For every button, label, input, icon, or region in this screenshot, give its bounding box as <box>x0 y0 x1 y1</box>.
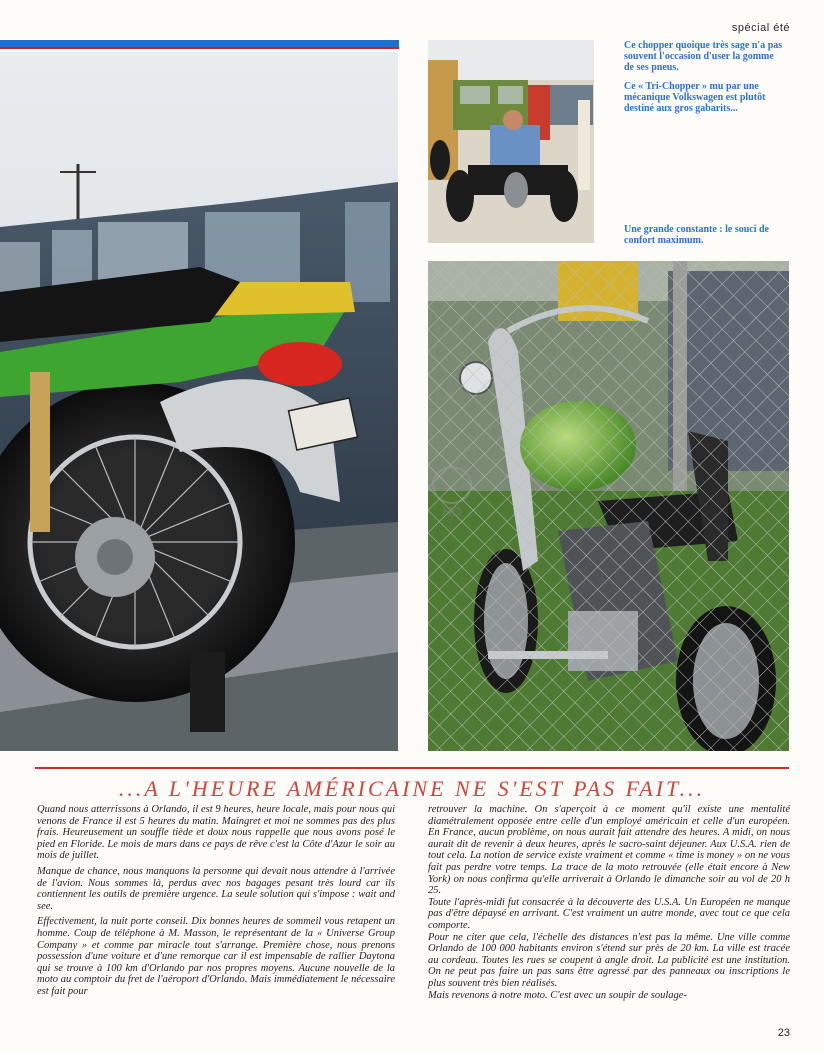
headline: ...A L'HEURE AMÉRICAINE NE S'EST PAS FAIT... <box>118 776 706 801</box>
paragraph: Mais revenons à notre moto. C'est avec un soupir de soulage- <box>428 989 687 1001</box>
paragraph: Toute l'après-midi fut consacrée à la découverte des U.S.A. Un Européen ne manque pas d'être dépaysé en arrivant. C'est vraiment un autre monde, avec tout ce que cela comporte. <box>428 896 790 931</box>
photo-motorcycle-trailer <box>0 52 398 751</box>
top-color-bar <box>0 40 399 49</box>
watermark-logo-icon <box>432 466 472 504</box>
photo-tri-chopper <box>428 40 594 243</box>
page-number: 23 <box>777 1027 790 1039</box>
paragraph: retrouver la machine. On s'aperçoit à ce moment qu'il existe une mentalité diamétralement opposée entre celle d'un employé américain et celle d'un européen. En France, aucun problème, on nous aurait fait attendre des heures. A midi, on nous aurait dit de revenir à deux heures, après le sacro-saint déjeuner. Aux U.S.A. rien de tout cela. La notion de service existe vraiment et comme « time is money » on ne vous fait pas perdre votre temps. La trace de la moto retrouvée (elle était encore à New York) on nous confirma qu'elle arriverait à Orlando le dimanche soir au vol de 20 h 25. <box>428 804 790 897</box>
paragraph: Quand nous atterrissons à Orlando, il est 9 heures, heure locale, mais pour nous qui venons de France il est 5 heures du matin. Maingret et moi ne sommes pas des plus frais. Heureusement un souffle tiède et doux nous rappelle que nous avons posé le pied en Floride. Le mois de mars dans ce pays de rêve c'est la Côte d'Azur le soir au mois de juillet. <box>37 804 395 862</box>
caption-comfort: Une grande constante : le souci de confort maximum. <box>624 224 769 246</box>
article-column-left <box>37 804 395 1002</box>
paragraph: Pour ne citer que cela, l'échelle des distances n'est pas la même. Une ville comme Orlando de 100 000 habitants environ s'étend sur près de 20 km. La ville est tracée au cordeau. Toutes les rues se coupent à angle droit. La publicité est une institution. On ne peut pas faire un pas sans être agressé par des panneaux ou inscriptions le plus souvent très bien réalisés. <box>428 931 790 989</box>
watermark <box>428 466 476 526</box>
paragraph: Effectivement, la nuit porte conseil. Dix bonnes heures de sommeil vous retapent un homme. Coup de téléphone à M. Masson, le représentant de la « Universe Group Company » et comme par miracle tout s'arrange. Première chose, nous prenons possession d'une voiture et d'une remorque car il est impensable de rallier Daytona qui se trouve à 100 km d'Orlando par nos propres moyens. Aucune nouvelle de la moto au comptoir du fret de l'aéroport d'Orlando. Mais immédiatement le nécessaire est fait pour <box>37 916 395 997</box>
caption-chopper: Ce chopper quoique très sage n'a pas souvent l'occasion d'user la gomme de ses pneus. <box>624 40 783 73</box>
paragraph: Manque de chance, nous manquons la personne qui devait nous attendre à l'arrivée de l'avion. Nous sommes là, perdus avec nos bagages pesant très lourd car ils contiennent les outils de première urgence. La seule solution qui s'impose : wait and see. <box>37 865 395 912</box>
caption-tri-chopper: Ce « Tri-Chopper » mu par une mécanique Volkswagen est plutôt destiné aux gros gabarits... <box>624 81 766 114</box>
section-label: spécial été <box>731 22 790 34</box>
captions-block <box>624 40 784 122</box>
photo-green-chopper <box>428 261 789 751</box>
article-column-right <box>428 804 790 1001</box>
headline-rule <box>35 767 789 769</box>
watermark-text: HD <box>442 504 462 519</box>
